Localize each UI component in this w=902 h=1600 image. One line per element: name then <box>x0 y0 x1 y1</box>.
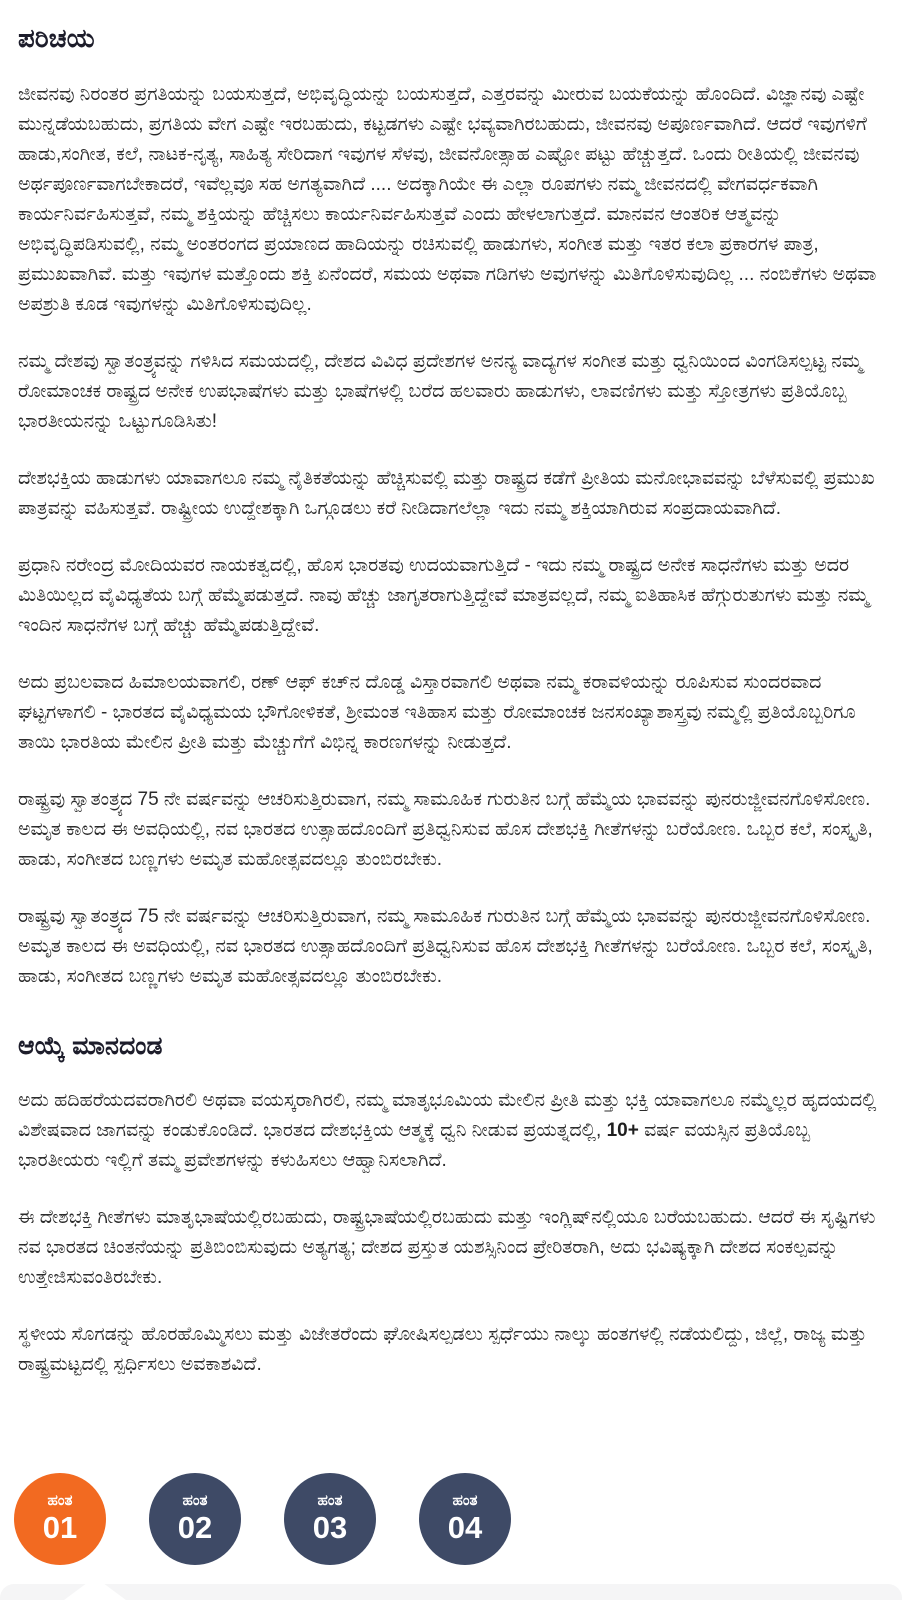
stage-03-number: 03 <box>312 1510 348 1546</box>
criteria-paragraph-1-after: ವರ್ಷ ವಯಸ್ಸಿನ ಪ್ರತಿಯೊಬ್ಬ ಭಾರತೀಯರು ಇಲ್ಲಿಗೆ ತಮ್ಮ ಪ್ರವೇಶಗಳನ್ನು ಕಳುಹಿಸಲು ಆಹ್ವಾನಿಸಲಾಗಿದೆ. <box>18 1120 811 1172</box>
criteria-paragraph-3: ಸ್ಥಳೀಯ ಸೊಗಡನ್ನು ಹೊರಹೊಮ್ಮಿಸಲು ಮತ್ತು ವಿಜೇತರೆಂದು ಘೋಷಿಸಲ್ಪಡಲು ಸ್ಪರ್ಧೆಯು ನಾಲ್ಕು ಹಂತಗಳಲ್ಲಿ ನಡೆಯಲಿದ್ದು, ಜಿಲ್ಲೆ, ರಾಜ್ಯ ಮತ್ತು ರಾಷ್ಟ್ರಮಟ್ಟದಲ್ಲಿ ಸ್ಪರ್ಧಿಸಲು ಅವಕಾಶವಿದೆ. <box>18 1324 867 1376</box>
intro-paragraph-4: ಪ್ರಧಾನಿ ನರೇಂದ್ರ ಮೋದಿಯವರ ನಾಯಕತ್ವದಲ್ಲಿ, ಹೊಸ ಭಾರತವು ಉದಯವಾಗುತ್ತಿದೆ - ಇದು ನಮ್ಮ ರಾಷ್ಟ್ರದ ಅನೇಕ ಸಾಧನೆಗಳು ಮತ್ತು ಅದರ ಮಿತಿಯಿಲ್ಲದ ವೈವಿಧ್ಯತೆಯ ಬಗ್ಗೆ ಹೆಮ್ಮೆಪಡುತ್ತದೆ. ನಾವು ಹೆಚ್ಚು ಜಾಗೃತರಾಗುತ್ತಿದ್ದೇವೆ ಮಾತ್ರವಲ್ಲದೆ, ನಮ್ಮ ಐತಿಹಾಸಿಕ ಹೆಗ್ಗುರುತುಗಳು ಮತ್ತು ನಮ್ಮ ಇಂದಿನ ಸಾಧನೆಗಳ ಬಗ್ಗೆ ಹೆಚ್ಚು ಹೆಮ್ಮೆಪಡುತ್ತಿದ್ದೇವೆ. <box>18 554 869 636</box>
stage-01-label: ಹಂತ <box>47 1491 73 1509</box>
stage-03-label: ಹಂತ <box>317 1491 343 1509</box>
criteria-section-heading: ಆಯ್ಕೆ ಮಾನದಂಡ <box>18 1031 163 1060</box>
stage-01-number: 01 <box>42 1510 78 1546</box>
intro-section-heading: ಪರಿಚಯ <box>18 23 95 53</box>
stage-02-number: 02 <box>177 1510 213 1546</box>
stage-04-label: ಹಂತ <box>452 1491 478 1509</box>
age-requirement: 10+ <box>606 1120 639 1142</box>
criteria-paragraph-2: ಈ ದೇಶಭಕ್ತಿ ಗೀತೆಗಳು ಮಾತೃಭಾಷೆಯಲ್ಲಿರಬಹುದು, ರಾಷ್ಟ್ರಭಾಷೆಯಲ್ಲಿರಬಹುದು ಮತ್ತು ಇಂಗ್ಲಿಷ್‌ನಲ್ಲಿಯೂ ಬರೆಯಬಹುದು. ಆದರೆ ಈ ಸೃಷ್ಟಿಗಳು ನವ ಭಾರತದ ಚಿಂತನೆಯನ್ನು ಪ್ರತಿಬಿಂಬಿಸುವುದು ಅತ್ಯಗತ್ಯ; ದೇಶದ ಪ್ರಸ್ತುತ ಯಶಸ್ಸಿನಿಂದ ಪ್ರೇರಿತರಾಗಿ, ಅದು ಭವಿಷ್ಯಕ್ಕಾಗಿ ದೇಶದ ಸಂಕಲ್ಪವನ್ನು ಉತ್ತೇಜಿಸುವಂತಿರಬೇಕು. <box>18 1207 876 1289</box>
stage-02-label: ಹಂತ <box>182 1491 208 1509</box>
stage-detail-panel <box>0 1584 902 1600</box>
intro-paragraph-6: ರಾಷ್ಟ್ರವು ಸ್ವಾತಂತ್ರ್ಯದ 75 ನೇ ವರ್ಷವನ್ನು ಆಚರಿಸುತ್ತಿರುವಾಗ, ನಮ್ಮ ಸಾಮೂಹಿಕ ಗುರುತಿನ ಬಗ್ಗೆ ಹೆಮ್ಮೆಯ ಭಾವವನ್ನು ಪುನರುಜ್ಜೀವನಗೊಳಿಸೋಣ. ಅಮೃತ ಕಾಲದ ಈ ಅವಧಿಯಲ್ಲಿ, ನವ ಭಾರತದ ಉತ್ಸಾಹದೊಂದಿಗೆ ಪ್ರತಿಧ್ವನಿಸುವ ಹೊಸ ದೇಶಭಕ್ತಿ ಗೀತೆಗಳನ್ನು ಬರೆಯೋಣ. ಒಬ್ಬರ ಕಲೆ, ಸಂಸ್ಕೃತಿ, ಹಾಡು, ಸಂಗೀತದ ಬಣ್ಣಗಳು ಅಮೃತ ಮಹೋತ್ಸವದಲ್ಲೂ ತುಂಬಿರಬೇಕು. <box>18 788 873 870</box>
stage-tab-03[interactable] <box>284 1473 376 1565</box>
intro-paragraph-1: ಜೀವನವು ನಿರಂತರ ಪ್ರಗತಿಯನ್ನು ಬಯಸುತ್ತದೆ, ಅಭಿವೃದ್ಧಿಯನ್ನು ಬಯಸುತ್ತದೆ, ಎತ್ತರವನ್ನು ಮೀರುವ ಬಯಕೆಯನ್ನು ಹೊಂದಿದೆ. ವಿಜ್ಞಾನವು ಎಷ್ಟೇ ಮುನ್ನಡೆಯಬಹುದು, ಪ್ರಗತಿಯ ವೇಗ ಎಷ್ಟೇ ಇರಬಹುದು, ಕಟ್ಟಡಗಳು ಎಷ್ಟೇ ಭವ್ಯವಾಗಿರಬಹುದು, ಜೀವನವು ಅಪೂರ್ಣವಾಗಿದೆ. ಆದರೆ ಇವುಗಳಿಗೆ ಹಾಡು,ಸಂಗೀತ, ಕಲೆ, ನಾಟಕ-ನೃತ್ಯ, ಸಾಹಿತ್ಯ ಸೇರಿದಾಗ ಇವುಗಳ ಸೆಳವು, ಜೀವನೋತ್ಸಾಹ ಎಷ್ಟೋ ಪಟ್ಟು ಹೆಚ್ಚುತ್ತದೆ. ಒಂದು ರೀತಿಯಲ್ಲಿ ಜೀವನವು ಅರ್ಥಪೂರ್ಣವಾಗಬೇಕಾದರೆ, ಇವೆಲ್ಲವೂ ಸಹ ಅಗತ್ಯವಾಗಿದೆ .... ಅದಕ್ಕಾಗಿಯೇ ಈ ಎಲ್ಲಾ ರೂಪಗಳು ನಮ್ಮ ಜೀವನದಲ್ಲಿ ವೇಗವರ್ಧಕವಾಗಿ ಕಾರ್ಯನಿರ್ವಹಿಸುತ್ತವೆ, ನಮ್ಮ ಶಕ್ತಿಯನ್ನು ಹೆಚ್ಚಿಸಲು ಕಾರ್ಯನಿರ್ವಹಿಸುತ್ತವೆ ಎಂದು ಹೇಳಲಾಗುತ್ತದೆ. ಮಾನವನ ಆಂತರಿಕ ಆತ್ಮವನ್ನು ಅಭಿವೃದ್ಧಿಪಡಿಸುವಲ್ಲಿ, ನಮ್ಮ ಅಂತರಂಗದ ಪ್ರಯಾಣದ ಹಾದಿಯನ್ನು ರಚಿಸುವಲ್ಲಿ ಹಾಡುಗಳು, ಸಂಗೀತ ಮತ್ತು ಇತರ ಕಲಾ ಪ್ರಕಾರಗಳ ಪಾತ್ರ, ಪ್ರಮುಖವಾಗಿವೆ. ಮತ್ತು ಇವುಗಳ ಮತ್ತೊಂದು ಶಕ್ತಿ ಏನೆಂದರೆ, ಸಮಯ ಅಥವಾ ಗಡಿಗಳು ಅವುಗಳನ್ನು ಮಿತಿಗೊಳಿಸುವುದಿಲ್ಲ ... ನಂಬಿಕೆಗಳು ಅಥವಾ ಅಪಶ್ರುತಿ ಕೂಡ ಇವುಗಳನ್ನು ಮಿತಿಗೊಳಿಸುವುದಿಲ್ಲ. <box>18 83 877 315</box>
criteria-paragraph-1-before: ಅದು ಹದಿಹರೆಯದವರಾಗಿರಲಿ ಅಥವಾ ವಯಸ್ಕರಾಗಿರಲಿ, ನಮ್ಮ ಮಾತೃಭೂಮಿಯ ಮೇಲಿನ ಪ್ರೀತಿ ಮತ್ತು ಭಕ್ತಿ ಯಾವಾಗಲೂ ನಮ್ಮೆಲ್ಲರ ಹೃದಯದಲ್ಲಿ ವಿಶೇಷವಾದ ಜಾಗವನ್ನು ಕಂಡುಕೊಂಡಿದೆ. ಭಾರತದ ದೇಶಭಕ್ತಿಯ ಆತ್ಮಕ್ಕೆ ಧ್ವನಿ ನೀಡುವ ಪ್ರಯತ್ನದಲ್ಲಿ, <box>18 1090 877 1142</box>
intro-paragraph-7: ರಾಷ್ಟ್ರವು ಸ್ವಾತಂತ್ರ್ಯದ 75 ನೇ ವರ್ಷವನ್ನು ಆಚರಿಸುತ್ತಿರುವಾಗ, ನಮ್ಮ ಸಾಮೂಹಿಕ ಗುರುತಿನ ಬಗ್ಗೆ ಹೆಮ್ಮೆಯ ಭಾವವನ್ನು ಪುನರುಜ್ಜೀವನಗೊಳಿಸೋಣ. ಅಮೃತ ಕಾಲದ ಈ ಅವಧಿಯಲ್ಲಿ, ನವ ಭಾರತದ ಉತ್ಸಾಹದೊಂದಿಗೆ ಪ್ರತಿಧ್ವನಿಸುವ ಹೊಸ ದೇಶಭಕ್ತಿ ಗೀತೆಗಳನ್ನು ಬರೆಯೋಣ. ಒಬ್ಬರ ಕಲೆ, ಸಂಸ್ಕೃತಿ, ಹಾಡು, ಸಂಗೀತದ ಬಣ್ಣಗಳು ಅಮೃತ ಮಹೋತ್ಸವದಲ್ಲೂ ತುಂಬಿರಬೇಕು. <box>18 905 873 987</box>
active-stage-pointer <box>64 1577 126 1600</box>
intro-paragraph-3: ದೇಶಭಕ್ತಿಯ ಹಾಡುಗಳು ಯಾವಾಗಲೂ ನಮ್ಮ ನೈತಿಕತೆಯನ್ನು ಹೆಚ್ಚಿಸುವಲ್ಲಿ ಮತ್ತು ರಾಷ್ಟ್ರದ ಕಡೆಗೆ ಪ್ರೀತಿಯ ಮನೋಭಾವವನ್ನು ಬೆಳೆಸುವಲ್ಲಿ ಪ್ರಮುಖ ಪಾತ್ರವನ್ನು ವಹಿಸುತ್ತವೆ. ರಾಷ್ಟ್ರೀಯ ಉದ್ದೇಶಕ್ಕಾಗಿ ಒಗ್ಗೂಡಲು ಕರೆ ನೀಡಿದಾಗಲೆಲ್ಲಾ ಇದು ನಮ್ಮ ಶಕ್ತಿಯಾಗಿರುವ ಸಂಪ್ರದಾಯವಾಗಿದೆ. <box>18 467 875 519</box>
stage-tab-04[interactable] <box>419 1473 511 1565</box>
stage-tabs <box>14 1473 554 1565</box>
stage-tab-01[interactable] <box>14 1473 106 1565</box>
criteria-paragraph-1 <box>18 1086 878 1176</box>
stage-tab-02[interactable] <box>149 1473 241 1565</box>
intro-paragraph-5: ಅದು ಪ್ರಬಲವಾದ ಹಿಮಾಲಯವಾಗಲಿ, ರಣ್ ಆಫ್ ಕಚ್‌ನ ದೊಡ್ಡ ವಿಸ್ತಾರವಾಗಲಿ ಅಥವಾ ನಮ್ಮ ಕರಾವಳಿಯನ್ನು ರೂಪಿಸುವ ಸುಂದರವಾದ ಘಟ್ಟಗಳಾಗಲಿ - ಭಾರತದ ವೈವಿಧ್ಯಮಯ ಭೌಗೋಳಿಕತೆ, ಶ್ರೀಮಂತ ಇತಿಹಾಸ ಮತ್ತು ರೋಮಾಂಚಕ ಜನಸಂಖ್ಯಾಶಾಸ್ತ್ರವು ನಮ್ಮಲ್ಲಿ ಪ್ರತಿಯೊಬ್ಬರಿಗೂ ತಾಯಿ ಭಾರತಿಯ ಮೇಲಿನ ಪ್ರೀತಿ ಮತ್ತು ಮೆಚ್ಚುಗೆಗೆ ವಿಭಿನ್ನ ಕಾರಣಗಳನ್ನು ನೀಡುತ್ತದೆ. <box>18 671 856 753</box>
intro-paragraph-2: ನಮ್ಮ ದೇಶವು ಸ್ವಾತಂತ್ರ್ಯವನ್ನು ಗಳಿಸಿದ ಸಮಯದಲ್ಲಿ, ದೇಶದ ವಿವಿಧ ಪ್ರದೇಶಗಳ ಅನನ್ಯ ವಾದ್ಯಗಳ ಸಂಗೀತ ಮತ್ತು ಧ್ವನಿಯಿಂದ ವಿಂಗಡಿಸಲ್ಪಟ್ಟ ನಮ್ಮ ರೋಮಾಂಚಕ ರಾಷ್ಟ್ರದ ಅನೇಕ ಉಪಭಾಷೆಗಳು ಮತ್ತು ಭಾಷೆಗಳಲ್ಲಿ ಬರೆದ ಹಲವಾರು ಹಾಡುಗಳು, ಲಾವಣಿಗಳು ಮತ್ತು ಸ್ತೋತ್ರಗಳು ಪ್ರತಿಯೊಬ್ಬ ಭಾರತೀಯನನ್ನು ಒಟ್ಟುಗೂಡಿಸಿತು! <box>18 350 863 432</box>
stage-04-number: 04 <box>447 1510 483 1546</box>
